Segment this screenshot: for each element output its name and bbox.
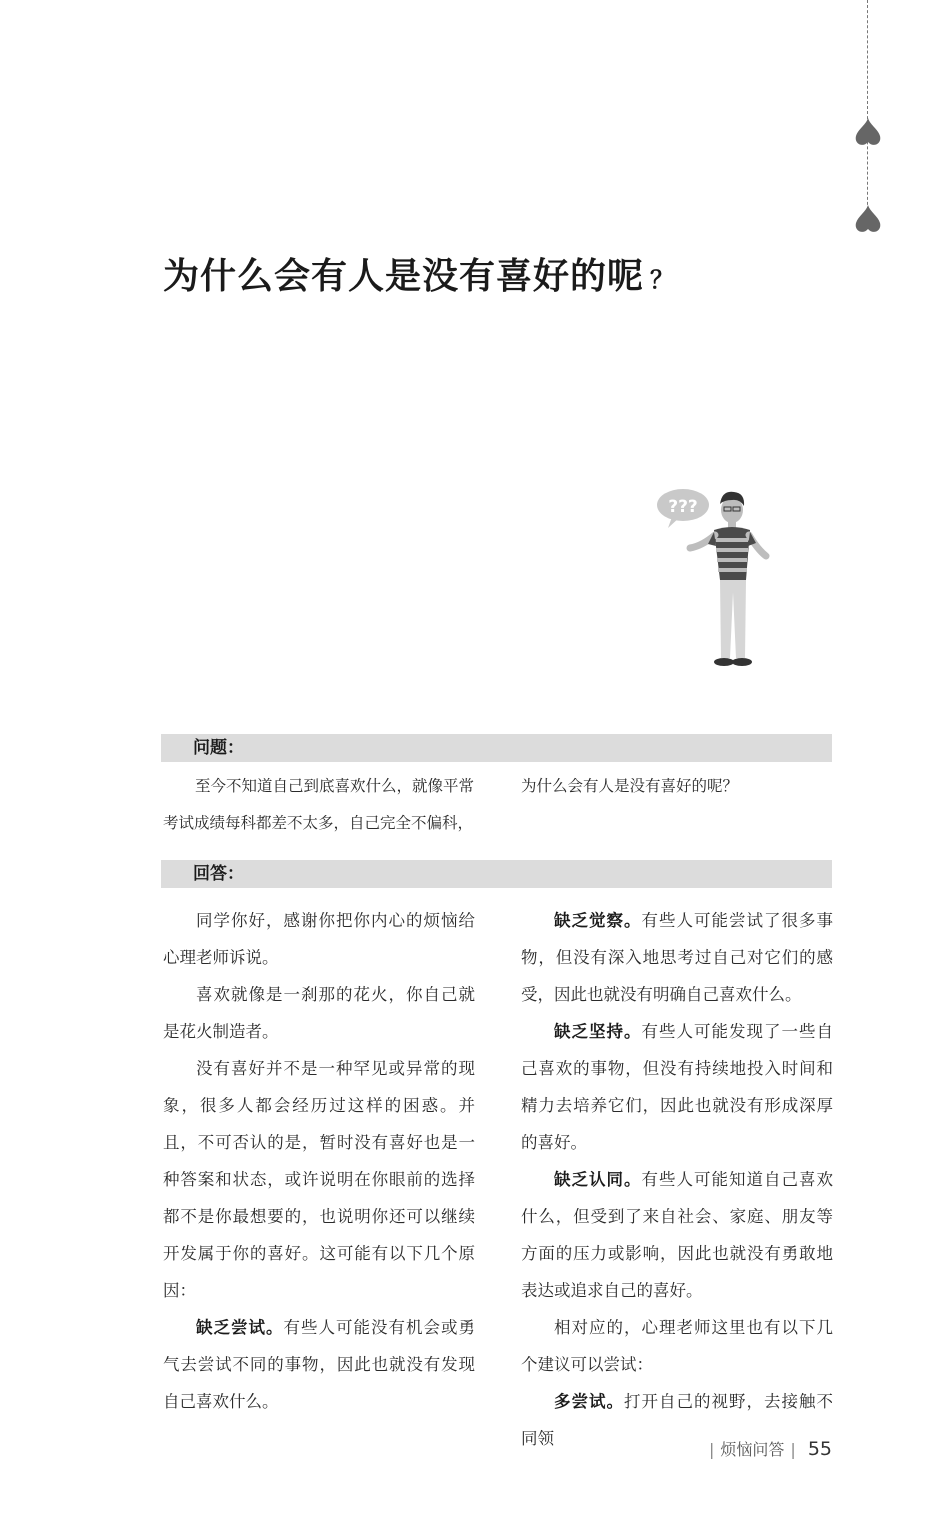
answer-header: 回答： <box>161 860 832 888</box>
title-text: 为什么会有人是没有喜好的呢 <box>163 256 645 297</box>
footer-divider: | <box>790 1440 796 1459</box>
suggestion-text: 打开自己的视野，去接触不同领 <box>521 1392 833 1448</box>
page-number: 55 <box>807 1438 832 1460</box>
answer-paragraph: 相对应的，心理老师这里也有以下几个建议可以尝试： <box>521 1318 833 1374</box>
decorative-dashed-line <box>867 0 868 215</box>
answer-paragraph: 同学你好，感谢你把你内心的烦恼给心理老师诉说。 <box>163 911 475 967</box>
question-line: 至今不知道自己到底喜欢什么，就像平常 <box>195 777 475 795</box>
question-header: 问题： <box>161 734 832 762</box>
reason-text: 有些人可能知道自己喜欢什么，但受到了来自社会、家庭、朋友等方面的压力或影响，因此也就没有勇敢地表达或追求自己的喜好。 <box>521 1170 833 1300</box>
reason-text: 有些人可能尝试了很多事物，但没有深入地思考过自己对它们的感受，因此也就没有明确自己喜欢什么。 <box>521 911 833 1004</box>
reason-heading: 缺乏认同。 <box>554 1170 642 1189</box>
heart-icon <box>853 203 883 233</box>
reason-text: 有些人可能发现了一些自己喜欢的事物，但没有持续地投入时间和精力去培养它们，因此也就没有形成深厚的喜好。 <box>521 1022 833 1152</box>
reason-text: 有些人可能没有机会或勇气去尝试不同的事物，因此也就没有发现自己喜欢什么。 <box>163 1318 475 1411</box>
heart-icon <box>853 116 883 146</box>
page-footer <box>703 1437 832 1460</box>
footer-divider: | <box>709 1440 715 1459</box>
reason-heading: 缺乏坚持。 <box>554 1022 642 1041</box>
answer-left-column <box>163 902 475 1420</box>
answer-paragraph: 没有喜好并不是一种罕见或异常的现象，很多人都会经历过这样的困惑。并且，不可否认的是，暂时没有喜好也是一种答案和状态，或许说明在你眼前的选择都不是你最想要的，也说明你还可以继续开发属于你的喜好。这可能有以下几个原因： <box>163 1059 475 1300</box>
question-line: 为什么会有人是没有喜好的呢？ <box>521 777 739 795</box>
answer-paragraph: 喜欢就像是一刹那的花火，你自己就是花火制造者。 <box>163 985 475 1041</box>
question-left-column <box>163 768 475 842</box>
answer-paragraph <box>521 1161 833 1309</box>
confused-person-illustration <box>650 480 780 680</box>
bubble-text: ??? <box>668 497 698 517</box>
suggestion-heading: 多尝试。 <box>554 1392 624 1411</box>
question-right-column <box>521 768 833 805</box>
answer-paragraph <box>521 1013 833 1161</box>
reason-heading: 缺乏觉察。 <box>554 911 642 930</box>
reason-heading: 缺乏尝试。 <box>196 1318 284 1337</box>
answer-paragraph <box>163 1309 475 1420</box>
footer-section: 烦恼问答 <box>720 1440 785 1459</box>
answer-paragraph <box>521 902 833 1013</box>
question-line: 考试成绩每科都差不太多，自己完全不偏科， <box>163 814 474 832</box>
page-title <box>163 248 675 299</box>
title-question-mark: ？ <box>650 266 676 294</box>
answer-right-column <box>521 902 833 1457</box>
